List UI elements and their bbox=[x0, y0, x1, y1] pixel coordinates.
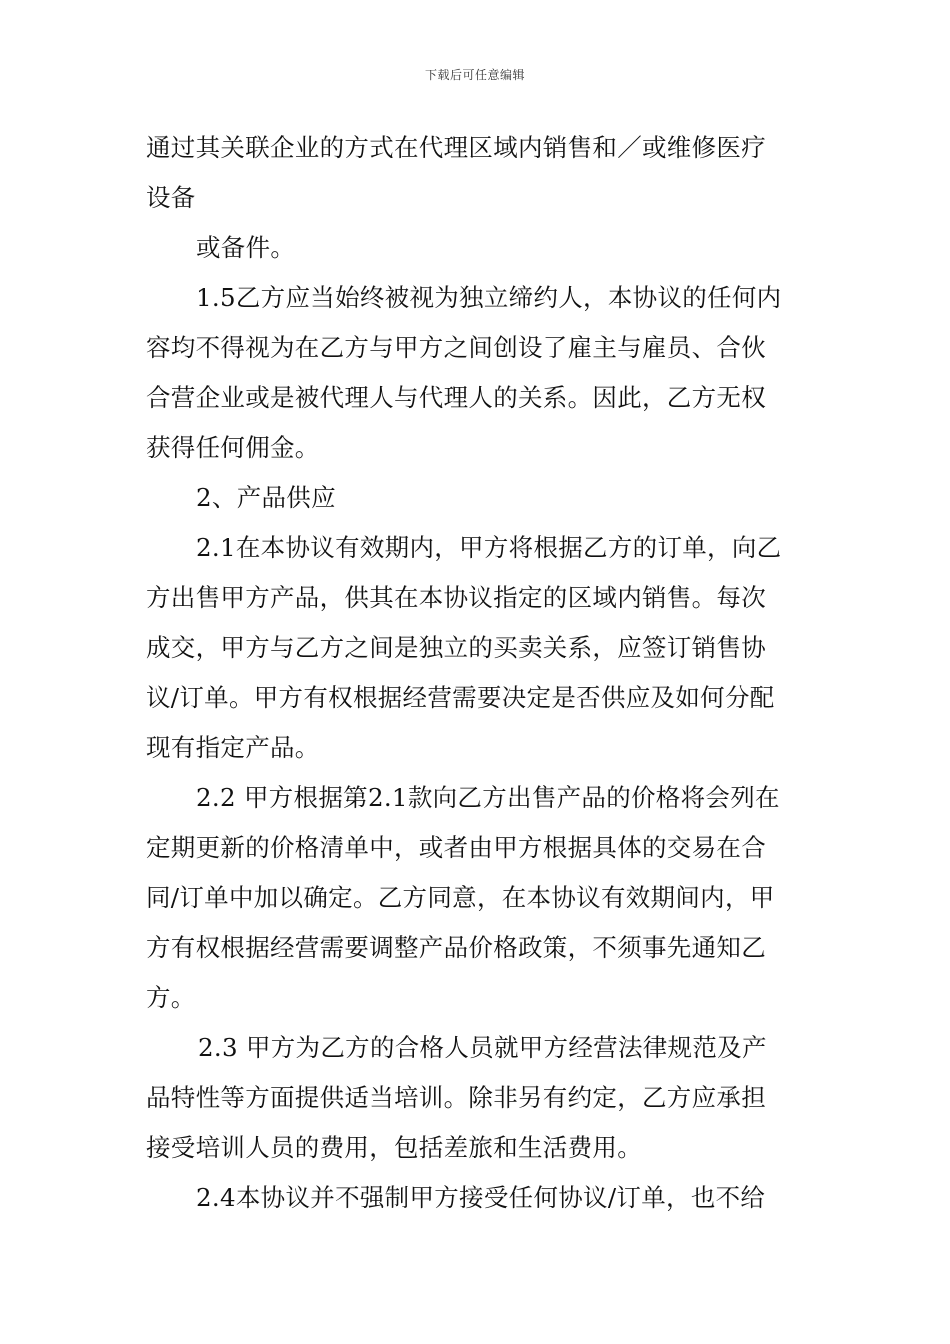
text-line: 合营企业或是被代理人与代理人的关系。因此，乙方无权 bbox=[146, 383, 766, 412]
text-line: 接受培训人员的费用，包括差旅和生活费用。 bbox=[146, 1133, 642, 1162]
text-line: 现有指定产品。 bbox=[146, 733, 320, 762]
text-line: 同/订单中加以确定。乙方同意，在本协议有效期间内，甲 bbox=[146, 883, 775, 912]
text-line: 成交，甲方与乙方之间是独立的买卖关系，应签订销售协 bbox=[146, 633, 766, 662]
text-line: 方有权根据经营需要调整产品价格政策，不须事先通知乙 bbox=[146, 933, 766, 962]
text-line: 方出售甲方产品，供其在本协议指定的区域内销售。每次 bbox=[146, 583, 766, 612]
text-line: 议/订单。甲方有权根据经营需要决定是否供应及如何分配 bbox=[146, 683, 775, 712]
text-line: 品特性等方面提供适当培训。除非另有约定，乙方应承担 bbox=[146, 1083, 766, 1112]
text-line: 1.5乙方应当始终被视为独立缔约人，本协议的任何内 bbox=[196, 283, 782, 312]
text-line: 2.4本协议并不强制甲方接受任何协议/订单，也不给 bbox=[196, 1183, 766, 1212]
text-line: 2.2 甲方根据第2.1款向乙方出售产品的价格将会列在 bbox=[196, 783, 780, 812]
text-line: 或备件。 bbox=[196, 233, 296, 262]
text-line: 容均不得视为在乙方与甲方之间创设了雇主与雇员、合伙 bbox=[146, 333, 766, 362]
text-line: 设备 bbox=[146, 183, 196, 212]
text-line: 2.1在本协议有效期内，甲方将根据乙方的订单，向乙 bbox=[196, 533, 782, 562]
section-heading: 2、产品供应 bbox=[196, 483, 336, 512]
text-line: 获得任何佣金。 bbox=[146, 433, 320, 462]
text-line: 定期更新的价格清单中，或者由甲方根据具体的交易在合 bbox=[146, 833, 766, 862]
text-line: 2.3 甲方为乙方的合格人员就甲方经营法律规范及产 bbox=[198, 1033, 767, 1062]
text-line: 通过其关联企业的方式在代理区域内销售和／或维修医疗 bbox=[146, 133, 766, 162]
text-line: 方。 bbox=[146, 983, 196, 1012]
page-header: 下载后可任意编辑 bbox=[424, 68, 525, 82]
